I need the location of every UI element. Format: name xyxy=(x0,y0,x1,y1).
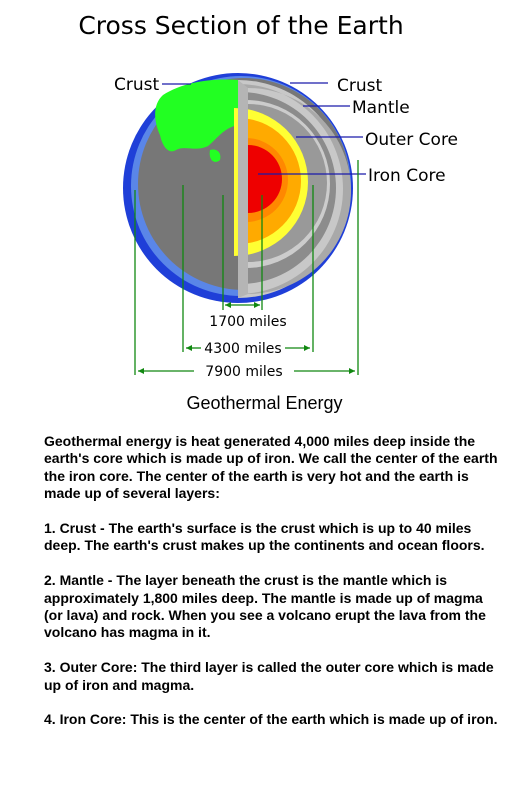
dimension-4300: 4300 miles xyxy=(204,341,282,357)
outer-core-paragraph: 3. Outer Core: The third layer is called the outer core which is made up of iron and magma. xyxy=(44,659,494,693)
earth-cross-section-figure xyxy=(78,0,459,390)
iron-core-paragraph: 4. Iron Core: This is the center of the earth which is made up of iron. xyxy=(44,711,498,728)
arrowhead xyxy=(349,368,355,374)
crust-paragraph: 1. Crust - The earth's surface is the crust which is up to 40 miles deep. The earth's crust makes up the continents and ocean floors. xyxy=(44,520,485,554)
arrowhead xyxy=(225,302,231,308)
article-body xyxy=(44,433,504,746)
figure-caption: Geothermal Energy xyxy=(186,393,343,413)
diagram-title: Cross Section of the Earth xyxy=(78,11,404,40)
arrowhead xyxy=(254,302,260,308)
arrowhead xyxy=(138,368,144,374)
dimension-1700: 1700 miles xyxy=(209,314,287,330)
label-crust-right: Crust xyxy=(337,76,383,96)
earth-diagram-svg xyxy=(78,0,459,390)
label-iron-core: Iron Core xyxy=(368,166,446,186)
arrowhead xyxy=(304,345,310,351)
cut-face-edge xyxy=(238,80,248,298)
dimension-7900: 7900 miles xyxy=(205,364,283,380)
label-mantle: Mantle xyxy=(352,98,410,118)
label-outer-core: Outer Core xyxy=(365,130,459,150)
intro-paragraph: Geothermal energy is heat generated 4,000 miles deep inside the earth's core which is made up of iron. We call the center of the earth the iron core. The center of the earth is very hot and the earth is made up of several layers: xyxy=(44,433,498,502)
label-crust-left: Crust xyxy=(114,75,160,95)
mantle-paragraph: 2. Mantle - The layer beneath the crust is the mantle which is approximately 1,800 miles deep. The mantle is made up of magma (or lava) and rock. When you see a volcano erupt the lava from the volcano has magma in it. xyxy=(44,572,486,641)
arrowhead xyxy=(186,345,192,351)
